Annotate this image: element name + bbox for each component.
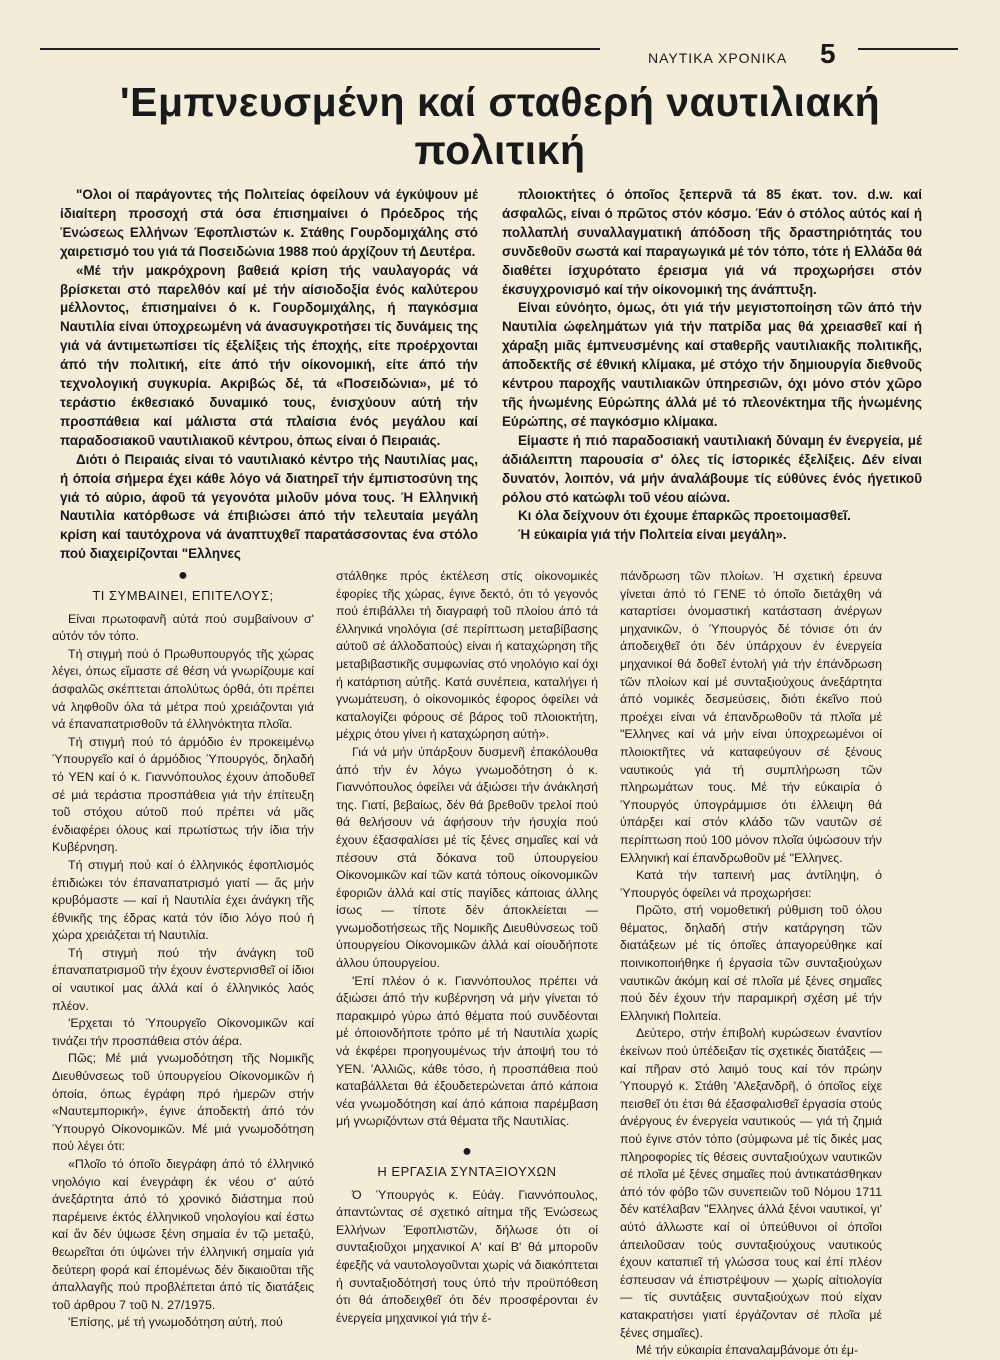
body-column-3 xyxy=(620,568,882,1360)
body-column-1 xyxy=(52,563,314,1332)
lead-paragraph: Είναι εύνόητο, όμως, ότι γιά τήν μεγιστοποίηση τῶν άπό τήν Ναυτιλία ώφελημάτων γιά τήν πατρίδα μας θά χρειασθεῖ καί ή χάραξη μιᾶς έμπνευσμένης καί σταθερῆς ναυτιλιακῆς πολιτικῆς, άποδεκτῆς σέ έθνική κλίμακα, μέ στόχο τήν δημιουργία διεθνοῦς κέντρου παροχῆς ναυτιλιακῶν ύπηρεσιῶν, όχι μόνο στόν χῶρο τῆς ἡνωμένης Εύρώπης άλλά μέ τό πλεονέκτημα τῆς ἡνωμένης Εύρώπης, σέ παγκόσμιο κλίμακα. xyxy=(502,300,922,429)
page-number: 5 xyxy=(820,38,836,69)
body-paragraph: Γιά νά μήν ύπάρξουν δυσμενῆ έπακόλουθα άπό τήν έν λόγω γνωμοδότηση ό κ. Γιαννόπουλος όφείλει νά άξιώσει τήν άνάκλησή της. Γιατί, βεβαίως, δέν θά βρεθοῦν τρελοί πού θά θελήσουν νά άφήσουν τήν ήσυχία πού έχουν έξασφαλίσει μέ τίς ξένες σημαῖες καί νά πέσουν στά δόκανα τοῦ ύπουργείου Οίκονομικῶν καί τῶν κατά τόπους οίκονομικῶν έφοριῶν άλλά καί στίς παγίδες κάποιας άλλης ίσως — τίποτε δέν άποκλείεται — γνωμοδοτήσεως τῆς Νομικῆς Διευθύνσεως τοῦ ύπουργείου Οίκονομικῶν άλλά καί οίουδήποτε άλλου ύπουργείου. xyxy=(336,744,598,971)
header-rule-right xyxy=(858,48,958,50)
body-paragraph: Τή στιγμή πού τό άρμόδιο ἐν προκειμένῳ Ύπουργεῖο καί ό άρμόδιος Ύπουργός, δηλαδή τό ΥΕΝ καί ό κ. Γιαννόπουλος έχουν άποδυθεῖ σέ μιά τεράστια προσπάθεια γιά τήν έπίτευξη τοῦ στόχου αύτοῦ πού πρέπει νά μᾶς ένδιαφέρει όλους καί πρωτίστως τήν ίδια τήν Κυβέρνηση. xyxy=(52,734,314,855)
section-title: Η ΕΡΓΑΣΙΑ ΣΥΝΤΑΞΙΟΥΧΩΝ xyxy=(377,1164,557,1179)
body-paragraph: 'Επίσης, μέ τή γνωμοδότηση αύτή, πού xyxy=(68,1315,283,1330)
body-paragraph: πάνδρωση τῶν πλοίων. Ή σχετική έρευνα γίνεται άπό τό ΓΕΝΕ τό όποῖο διετάχθη νά καταρτίσει όνομαστική κατάσταση άνέργων μηχανικῶν, ό Ύπουργός δέ τόνισε ότι άν άποδειχθεῖ ότι δέν ύπάρχουν έν ένεργεία μηχανικοί θά δοθεῖ έντολή γιά τήν έπάνδρωση τῶν πλοίων καί μέ συνταξιούχους άνεξάρτητα άπό νομικές δεσμεύσεις, διότι έκεῖνο πού προέχει είναι νά έπανδρωθοῦν τά πλοῖα μέ "Ελληνες καί νά μήν είναι ύποχρεωμένοι οί πλοιοκτῆτες νά καταφεύγουν σέ ξένους ναυτικούς γιά τή συμπλήρωση τῶν πληρωμάτων τους. Μέ τήν εύκαιρία ό Ύπουργός ύπογράμμισε ότι έλλειψη θά ύπάρξει καί στόν κλάδο τῶν ναυτῶν σέ περίπτωση πού 100 μόνον πλοῖα ύψώσουν τήν Ελληνική καί έπανδρωθοῦν μέ "Ελληνες. xyxy=(620,569,882,865)
page-header xyxy=(40,38,958,72)
body-paragraph: Τή στιγμή πού τήν άνάγκη τοῦ έπαναπατρισμοῦ τήν έχουν ένστερνισθεῖ οί ίδιοι οί ναυτικοί μας άλλά καί ό έλληνικός λαός πλέον. xyxy=(52,945,314,1013)
body-paragraph: «Πλοῖο τό όποῖο διεγράφη άπό τό έλληνικό νηολόγιο καί ένεγράφη έκ νέου σ' αύτό άνεξάρτητα άπό τό χρονικό διάστημα πού παρέμεινε έκτός έλληνικοῦ νηολογίου καί έστω καί ἄν δέν ύψωσε ξένη σημαία έν τῷ μεταξύ, θεωρεῖται ότι ύψώνει τήν έλληνική σημαία γιά δεύτερη φορά καί έπομένως δέν δικαιοῦται τῆς άπαλλαγῆς πού προβλέπεται άπό τίς διατάξεις τοῦ άρθρου 7 τοῦ Ν. 27/1975. xyxy=(52,1157,314,1312)
body-paragraph: Πρῶτο, στή νομοθετική ρύθμιση τοῦ όλου θέματος, δηλαδή στήν κατάργηση τῶν διατάξεων μέ τίς όποῖες άπαγορεύθηκε καί ποινικοποιήθηκε ή έργασία τῶν συνταξιούχων ναυτικῶν άκόμη καί σέ πλοῖα μέ ξένες σημαῖες πού δέν έχουν τήν παραμικρή σχέση μέ τήν Ελληνική Πολιτεία. xyxy=(620,903,882,1023)
lead-paragraph: Ή εύκαιρία γιά τήν Πολιτεία είναι μεγάλη». xyxy=(518,527,787,543)
body-column-2 xyxy=(336,568,598,1327)
section-bullet: ● xyxy=(178,567,188,584)
body-paragraph: 'Επί πλέον ό κ. Γιαννόπουλος πρέπει νά άξιώσει άπό τήν κυβέρνηση νά μήν γίνεται τό παρακμιρό γύρω άπό θέματα πού συνδέονται μέ όποιονδήποτε τρόπο μέ τή Ναυτιλία χωρίς νά έκφέρει προηγουμένως τήν άποψή του τό ΥΕΝ. 'Αλλιῶς, κάθε τόσο, ή προσπάθεια πού καταβάλλεται θά έξουδετερώνεται άπό κάποια νέα γνωμοδότηση καί άπό κάποια παρέμβαση μή γνωριζόντων στά θέματα τῆς Ναυτιλίας. xyxy=(336,973,598,1129)
lead-column-left xyxy=(60,186,478,564)
body-paragraph: Ό Ύπουργός κ. Εύάγ. Γιαννόπουλος, άπαντώντας σέ σχετικό αίτημα τῆς Ένώσεως Ελλήνων Έφοπλιστῶν, δήλωσε ότι οί συνταξιοῦχοι μηχανικοί Α' καί Β' θά μποροῦν έφεξῆς νά ναυτολογοῦνται χωρίς νά διακόπτεται ή συνταξιοδότησή τους ύπό τήν προϋπόθεση ότι θά άποδειχθεῖ ότι δέν προσφέρονται έν ένεργεία μηχανικοί γιά τήν έ- xyxy=(336,1187,598,1325)
lead-paragraph: Είμαστε ή πιό παραδοσιακή ναυτιλιακή δύναμη έν ένεργεία, μέ άδιάλειπτη παρουσία σ' όλες τίς ίστορικές έξελίξεις. Δέν είναι δυνατόν, λοιπόν, νά μήν άναλάβουμε τίς εύθύνες ένός ήγετικοῦ ρόλου στό κατώφλι τοῦ νέου αίώνα. xyxy=(502,432,922,505)
lead-paragraph: Κι όλα δείχνουν ότι έχουμε έπαρκῶς προετοιμασθεῖ. xyxy=(518,508,851,524)
lead-paragraph: Διότι ό Πειραιάς είναι τό ναυτιλιακό κέντρο τής Ναυτιλίας μας, ή όποία σήμερα έχει κάθε λόγο νά διατηρεῖ τήν έμπιστοσύνη της γιά τό αύριο, άφοῦ τά γεγονότα μιλοῦν μόνα τους. Ή Ελληνική Ναυτιλία κατόρθωσε νά έπιβιώσει άπό τήν τελευταία μεγάλη κρίση καί ταυτόχρονα νά άναπτυχθεῖ παρατάσσοντας ένα στόλο πού διαχειρίζονται "Ελληνες xyxy=(60,451,478,562)
lead-paragraph: πλοιοκτήτες ό όποῖος ξεπερνᾶ τά 85 έκατ. τον. d.w. καί άσφαλῶς, είναι ό πρῶτος στόν κόσμο. Έάν ό στόλος αύτός καί ή πολλαπλή συναλλαγματική άπόδοση τῆς δραστηριότητάς του συνδεθοῦν σωστά καί παραγωγικά μέ τόν τόπο, τότε ή Ελλάδα θά διαθέτει ίσχυρότατο έρεισμα γιά νά προχωρήσει στόν έκσυγχρονισμό καί τήν οίκονομική της άνάπτυξη. xyxy=(502,187,922,297)
body-paragraph: 'Ερχεται τό Ύπουργεῖο Οίκονομικῶν καί τινάζει τήν προσπάθεια στόν άέρα. xyxy=(52,1016,314,1048)
body-paragraph: Κατά τήν ταπεινή μας άντίληψη, ό Ύπουργός όφείλει νά προχωρήσει: xyxy=(620,868,882,900)
body-paragraph: στάλθηκε πρός έκτέλεση στίς οίκονομικές έφορίες τῆς χώρας, έγινε δεκτό, ότι τό γεγονός πού έπιβάλλει τή διαγραφή τοῦ πλοίου άπό τά έλληνικά νηολόγια (σέ περίπτωση μεταβίβασης αύτοῦ σέ άλλοδαπούς) είναι ή καταχώρηση τῆς μεταβιβαστικῆς συμφωνίας στό νηολόγιο καί όχι ή κατάρτιση αύτῆς. Κατά συνέπεια, καταλήγει ή γνωμάτευση, ό οίκονομικός έφορος όφείλει νά καταλογίζει φόρους σέ βάρος τοῦ πλοιοκτήτη, μέχρις ότου γίνει ή καταχώρηση αύτή». xyxy=(336,569,598,742)
body-paragraph: Πῶς; Μέ μιά γνωμοδότηση τῆς Νομικῆς Διευθύνσεως τοῦ ύπουργείου Οίκονομικῶν ή όποία, όπως έγράφη πρό ήμερῶν στήν «Ναυτεμπορική», έγινε άποδεκτή άπό τόν Ύπουργό Οίκονομικῶν. Μέ μιά γνωμοδότηση πού λέγει ότι: xyxy=(52,1051,314,1154)
body-paragraph: Τή στιγμή πού ό Πρωθυπουργός τῆς χώρας λέγει, όπως εἴμαστε σέ θέση νά γνωρίζουμε καί άσφαλῶς σκέπτεται άπολύτως όρθά, ότι πρέπει νά ληφθοῦν όλα τά μέτρα πού χρειάζονται γιά νά έπαναπατρισθοῦν τά έλληνόκτητα πλοῖα. xyxy=(52,646,314,732)
lead-column-right xyxy=(502,186,922,545)
header-rule-left xyxy=(40,48,600,50)
section-title: ΤΙ ΣΥΜΒΑΙΝΕΙ, ΕΠΙΤΕΛΟΥΣ; xyxy=(92,588,274,603)
body-paragraph: Δεύτερο, στήν έπιβολή κυρώσεων έναντίον έκείνων πού ύπέδειξαν τίς σχετικές διατάξεις — καί πῆραν στό λαιμό τους καί τόν πρώην Ύπουργό κ. Στάθη 'Αλεξανδρῆ, ό όποῖος είχε πεισθεῖ ότι έτσι θά έξασφαλισθεῖ έργασία στούς άνέργους έν ένεργεία ναυτικούς — γιά τή ζημιά πού έγινε στόν τόπο (σύμφωνα μέ τίς δικές μας πληροφορίες τίς θέσεις συνταξιούχων ναυτικῶν σέ πλοῖα μέ ξένες σημαῖες πού άντικατάσθηκαν άπό τόν φόβο τῶν συνεπειῶν τοῦ Νόμου 1711 δέν κατέλαβαν "Ελληνες άλλά ξένοι ναυτικοί, γι' αύτό άλλωστε καί οί ύπεύθυνοι οί όποῖοι άπειλοῦσαν τούς συνταξιούχους ναυτικούς έχουν καταπιεῖ τή γλώσσα τους καί έπί πλέον έσπευσαν νά έπιστρέψουν — χωρίς αίτιολογία — τίς συντάξεις συνταξιούχων πού είχαν κατακρατήσει γιατί έργάζονταν σέ πλοῖα μέ ξένες σημαῖες). xyxy=(620,1026,882,1340)
article-headline: 'Εμπνευσμένη καί σταθερή ναυτιλιακή πολιτική xyxy=(119,79,881,173)
body-paragraph: Μέ τήν εύκαιρία έπαναλαμβάνομε ότι έμ- xyxy=(636,1343,859,1358)
lead-paragraph: "Ολοι οί παράγοντες τής Πολιτείας όφείλουν νά έγκύψουν μέ ίδιαίτερη προσοχή στά όσα έπισημαίνει ό Πρόεδρος τής Ένώσεως Ελλήνων Έφοπλιστών κ. Στάθης Γουρδομιχάλης στό χαιρετισμό του γιά τά Ποσειδώνια 1988 πού άρχίζουν τή Δευτέρα. xyxy=(60,187,478,259)
publication-title: ΝΑΥΤΙΚΑ ΧΡΟΝΙΚΑ xyxy=(648,50,788,66)
body-paragraph: Τή στιγμή πού καί ό έλληνικός έφοπλισμός έπιδιώκει τόν έπαναπατρισμό γιατί — ἄς μήν κρυβόμαστε — καί ή Ναυτιλία έχει άνάγκη τῆς έθνικῆς της έδρας κατά τόν ίδιο λόγο πού ή χώρα χρειάζεται τή Ναυτιλία. xyxy=(52,857,314,943)
body-paragraph: Είναι πρωτοφανῆ αύτά πού συμβαίνουν σ' αύτόν τόν τόπο. xyxy=(52,611,314,644)
lead-paragraph: «Μέ τήν μακρόχρονη βαθειά κρίση τής ναυλαγοράς νά βρίσκεται στό παρελθόν καί μέ τήν αίσιοδοξία ένός καλύτερου μέλλοντος, έπισημαίνει ό κ. Γουρδομιχάλης, ή παγκόσμια Ναυτιλία είναι ύποχρεωμένη νά άνασυγκροτήσει τίς δυνάμεις της γιά νά άντιμετωπίσει τίς έξελίξεις τής έποχής, είτε προέρχονται άπό τήν πολιτική, είτε άπό τήν οίκονομική, είτε άπό τήν τεχνολογική συγκυρία. Ακριβώς δέ, τά «Ποσειδώνια», μέ τό τεράστιο έκθεσιακό δυναμικό τους, ένισχύουν αύτή τήν προσπάθεια καί μάλιστα στά πλαίσια ένός μεγάλου καί παραδοσιακοῦ ναυτιλιακοῦ κέντρου, όπως είναι ό Πειραιάς. xyxy=(60,262,478,448)
section-bullet: ● xyxy=(462,1143,472,1160)
